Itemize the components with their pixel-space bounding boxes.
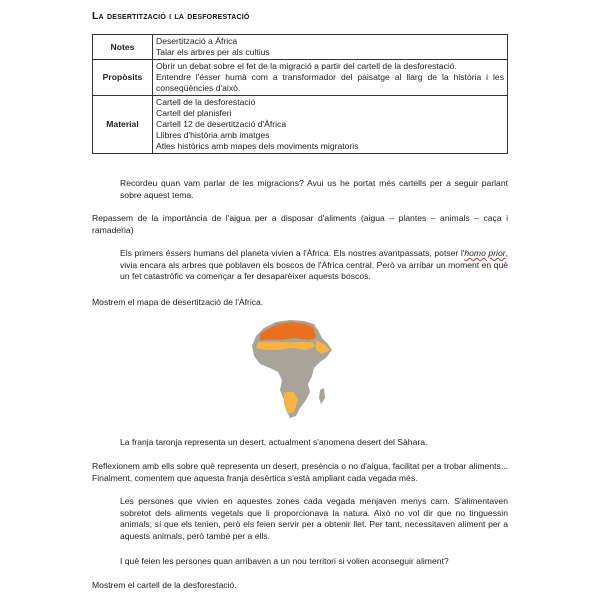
spellcheck-word: homo prior [464, 248, 506, 258]
paragraph-text: , vivia encara als arbres que poblaven els boscos de l'Àfrica central. Però va arribar un moment en què un fet catastròfic va començar a fer desaparèixer aquests boscos. [120, 248, 508, 281]
table-label: Propòsits [93, 60, 153, 96]
table-value [153, 60, 508, 96]
table-row [93, 60, 508, 96]
table-label: Notes [93, 35, 153, 60]
table-line: Llibres d'història amb imatges [156, 130, 270, 140]
table-line: Entendre l'ésser humà com a transformador del paisatge al llarg de la història i les conseqüències d'això. [156, 72, 504, 93]
paragraph: Mostrem el mapa de desertització de l'Àfrica. [92, 297, 264, 307]
paragraph: Repassem de la importància de l'aigua per a disposar d'aliments (aigua – plantes – animals – caça i ramaderia) [92, 213, 508, 235]
table-row [93, 96, 508, 154]
paragraph: I què feien les persones quan arribaven a un nou territori si volien aconseguir aliment? [120, 556, 449, 566]
desert-expansion-band [256, 342, 316, 350]
paragraph: Les persones que vivien en aquestes zones cada vegada menjaven menys carn. S'alimentaven sobretot dels aliments vegetals que li proporcionava la natura. Això no vol dir que no tinguessin animals; sí que els tenien, però els feien servir per a obtenir llet. Per tant, necessitaven aliment per a aquests animals, però també per a ells. [120, 496, 508, 541]
table-line: Atles històrics amb mapes dels moviments migratoris [156, 141, 359, 151]
document-title: La desertització i la desforestació [92, 10, 250, 22]
table-value [153, 96, 508, 154]
paragraph: Mostrem el cartell de la desforestació. [92, 580, 237, 590]
table-value [153, 35, 508, 60]
info-table [92, 34, 508, 154]
table-line: Talar els arbres per als cultius [156, 47, 270, 57]
table-line: Obrir un debat sobre el fet de la migració a partir del cartell de la desforestació. [156, 61, 457, 71]
table-line: Desertització a Àfrica [156, 36, 238, 46]
table-row [93, 35, 508, 60]
paragraph [120, 248, 508, 283]
paragraph: Reflexionem amb ells sobre què representa un desert, presència o no d'aigua, facilitat per a trobar aliments... Finalment, comentem que aquesta franja desèrtica s'està ampliant cada vegada més. [92, 461, 508, 483]
table-line: Cartell del planisferi [156, 108, 232, 118]
paragraph-text: Els primers éssers humans del planeta vivien a l'Àfrica. Els nostres avantpassats, potser l' [120, 248, 465, 258]
table-label: Material [93, 96, 153, 154]
table-line: Cartell 12 de desertització d'Àfrica [156, 119, 287, 129]
paragraph: La franja taronja representa un desert, actualment s'anomena desert del Sàhara. [120, 437, 428, 447]
paragraph: Recordeu quan vam parlar de les migracions? Avui us he portat més cartells per a seguir parlant sobre aquest tema. [120, 178, 508, 200]
africa-desertification-map [250, 318, 334, 422]
table-line: Cartell de la desforestació [156, 97, 256, 107]
madagascar [319, 388, 325, 404]
